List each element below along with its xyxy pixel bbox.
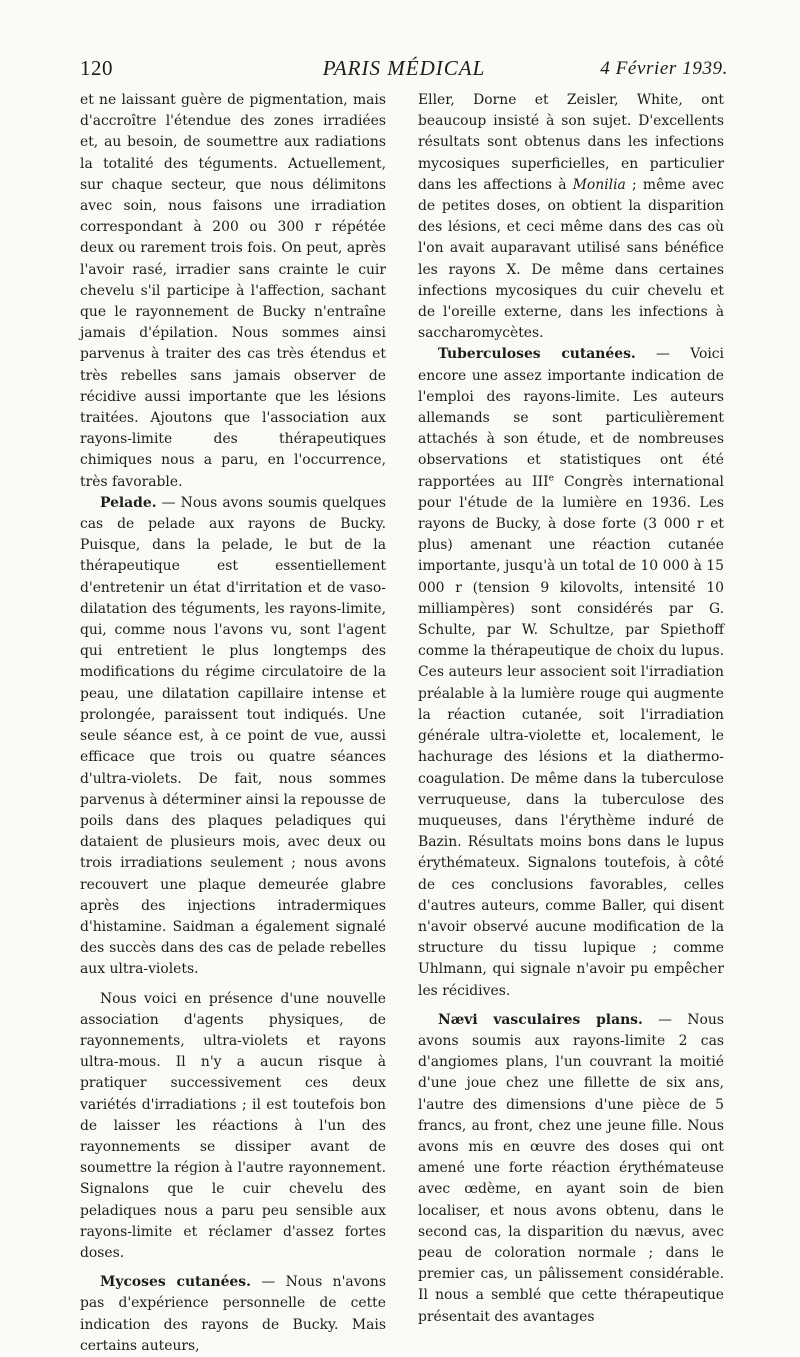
running-header — [80, 56, 728, 86]
paragraph: Tuberculoses cutanées. — Voici encore une assez importante indication de l'emploi des rayons-limite. Les auteurs allemands se sont particulièrement attachés à son étude, et de nombreuses observations et statistiques ont été rapportées au IIIe Congrès international pour l'étude de la lumière en 1936. Les rayons de Bucky, à dose forte (3 000 r et plus) amenant une réaction cutanée importante, jusqu'à un total de 10 000 à 15 000 r (tension 9 kilovolts, intensité 10 milliampères) sont considérés par G. Schulte, par W. Schultze, par Spiethoff comme la thérapeutique de choix du lupus. Ces auteurs leur associent soit l'irradiation préalable à la lumière rouge qui augmente la réaction cutanée, soit l'irradiation générale ultra-violette et, localement, le hachurage des lésions et la diathermo-coagulation. De même dans la tuberculose verruqueuse, dans la tuberculose des muqueuses, dans l'érythème induré de Bazin. Résultats moins bons dans le lupus érythémateux. Signalons toutefois, à côté de ces conclusions favorables, celles d'autres auteurs, comme Baller, qui disent n'avoir observé aucune modification de la structure du tissu lupique ; comme Uhlmann, qui signale n'avoir pu empêcher les récidives. — [418, 346, 724, 999]
section-heading: Nævi vasculaires plans. — [438, 1011, 643, 1028]
page-number: 120 — [80, 56, 113, 80]
paragraph: Mycoses cutanées. — Nous n'avons pas d'expérience personnelle de cette indication des rayons de Bucky. Mais certains auteurs, — [80, 1274, 387, 1354]
paragraph: Nous voici en présence d'une nouvelle association d'agents physiques, de rayonnements, ultra-violets et rayons ultra-mous. Il n'y a aucun risque à pratiquer successivement ces deux variétés d'irradiations ; il est toutefois bon de laisser les réactions à l'un des rayonnements se dissiper avant de soumettre la région à l'autre rayonnement. Signalons que le cuir chevelu des peladiques nous a paru peu sensible aux rayons-limite et réclamer d'assez fortes doses. — [80, 990, 386, 1261]
italic-term: Monilia — [572, 176, 626, 193]
superscript: e — [548, 473, 554, 484]
paragraph: Eller, Dorne et Zeisler, White, ont beaucoup insisté à son sujet. D'excellents résultats sont obtenus dans les infections mycosiques superficielles, en particulier dans les affections à Monilia ; même avec de petites doses, on obtient la disparition des lésions, et ceci même dans des cas où l'on avait auparavant utilisé sans bénéfice les rayons X. De même dans certaines infections mycosiques du cuir chevelu et de l'oreille externe, dans les infections à saccharomycètes. — [418, 92, 724, 342]
issue-date: 4 Février 1939. — [600, 58, 728, 79]
left-column — [80, 90, 386, 1357]
journal-title: PARIS MÉDICAL — [322, 56, 486, 80]
paragraph: Nævi vasculaires plans. — Nous avons soumis aux rayons-limite 2 cas d'angiomes plans, l'un couvrant la moitié d'une joue chez une fillette de six ans, l'autre des dimensions d'une pièce de 5 francs, au front, chez une jeune fille. Nous avons mis en œuvre des doses qui ont amené une forte réaction érythémateuse avec œdème, en ayant soin de bien localiser, et nous avons obtenu, dans le second cas, la disparition du nævus, avec peau de coloration normale ; dans le premier cas, un pâlissement considérable. Il nous a semblé que cette thérapeutique présentait des avantages — [418, 1011, 724, 1325]
paragraph: Pelade. — Nous avons soumis quelques cas de pelade aux rayons de Bucky. Puisque, dans la pelade, le but de la thérapeutique est essentiellement d'entretenir un état d'irritation et de vaso-dilatation des téguments, les rayons-limite, qui, comme nous l'avons vu, sont l'agent qui entretient le plus longtemps des modifications du régime circulatoire de la peau, une dilatation capillaire intense et prolongée, paraissent tout indiqués. Une seule séance est, à ce point de vue, aussi efficace que trois ou quatre séances d'ultra-violets. De fait, nous sommes parvenus à déterminer ainsi la repousse de poils dans des plaques peladiques qui dataient de plusieurs mois, avec deux ou trois irradiations seulement ; nous avons recouvert une plaque demeurée glabre après des injections intradermiques d'histamine. Saidman a également signalé des succès dans des cas de pelade rebelles aux ultra-violets. — [80, 494, 386, 978]
section-heading: Pelade. — [100, 494, 157, 511]
right-column — [418, 90, 724, 1328]
paragraph: et ne laissant guère de pigmentation, mais d'accroître l'étendue des zones irradiées et, au besoin, de soumettre aux radiations la totalité des téguments. Actuellement, sur chaque secteur, que nous délimitons avec soin, nous faisons une irradiation correspondant à 200 ou 300 r répétée deux ou rarement trois fois. On peut, après l'avoir rasé, irradier sans crainte le cuir chevelu s'il participe à l'affection, sachant que le rayonnement de Bucky n'entraîne jamais d'épilation. Nous sommes ainsi parvenus à traiter des cas très étendus et très rebelles sans jamais observer de récidive aussi importante que les lésions traitées. Ajoutons que l'association aux rayons-limite des thérapeutiques chimiques nous a paru, en l'occurrence, très favorable. — [80, 92, 386, 490]
section-heading: Tuberculoses cutanées. — [438, 346, 636, 363]
section-heading: Mycoses cutanées. — [100, 1274, 251, 1291]
